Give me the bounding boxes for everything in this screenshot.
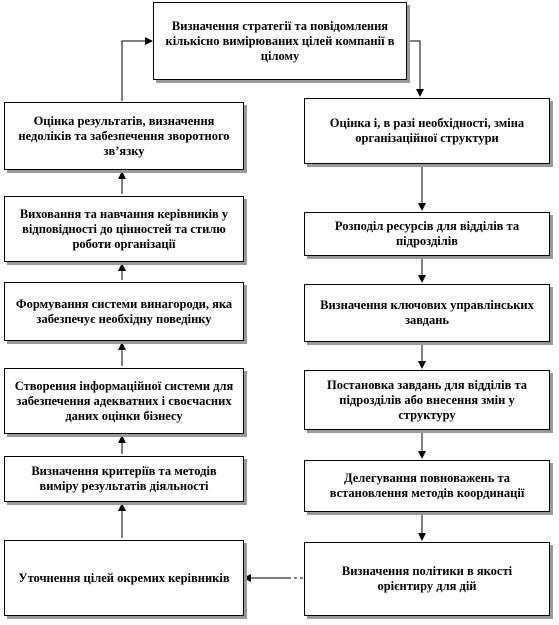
left-box-5	[4, 456, 244, 502]
right-box-3-text: Визначення ключових управлінських завдань	[320, 298, 534, 327]
left-box-6	[4, 540, 244, 616]
left-box-4	[4, 368, 244, 434]
arrow-top-to-right	[408, 41, 420, 96]
right-box-1	[304, 98, 550, 164]
strategy-box	[153, 2, 407, 80]
left-box-5-text: Визначення критеріїв та методів виміру результатів діяльності	[31, 464, 217, 493]
right-box-1-text: Оцінка і, в разі необхідності, зміна організаційної структури	[329, 116, 525, 145]
left-box-6-text: Уточнення цілей окремих керівників	[18, 570, 230, 585]
right-box-4	[304, 370, 550, 430]
right-box-5-text: Делегування повноважень та встановлення методів координації	[329, 471, 525, 500]
left-box-3-text: Формування системи винагороди, яка забезпечує необхідну поведінку	[15, 296, 233, 326]
right-box-2-text: Розподіл ресурсів для відділів та підрозділів	[334, 219, 520, 248]
right-box-2	[304, 212, 550, 256]
right-box-4-text: Постановка завдань для відділів та підрозділів або внесення змін у структуру	[326, 377, 528, 422]
left-box-2	[4, 196, 244, 262]
right-box-6	[304, 542, 550, 616]
left-box-3	[4, 282, 244, 341]
right-box-6-text: Визначення політики в якості орієнтиру для дій	[341, 564, 513, 593]
arrow-left-to-top	[122, 41, 152, 101]
left-box-2-text: Виховання та навчання керівників у відповідності до цінностей та стилю роботи організації	[19, 206, 229, 251]
left-box-1	[4, 102, 244, 170]
left-box-4-text: Створення інформаційної системи для забезпечення адекватних і своєчасних даних оцінки бізнесу	[14, 378, 234, 423]
strategy-box-text: Визначення стратегії та повідомлення кількісно вимірюваних цілей компанії в цілому	[165, 18, 395, 63]
right-box-3	[304, 284, 550, 342]
left-box-1-text: Оцінка результатів, визначення недоліків та забезпечення зворотного зв’язку	[18, 113, 230, 158]
right-box-5	[304, 460, 550, 512]
